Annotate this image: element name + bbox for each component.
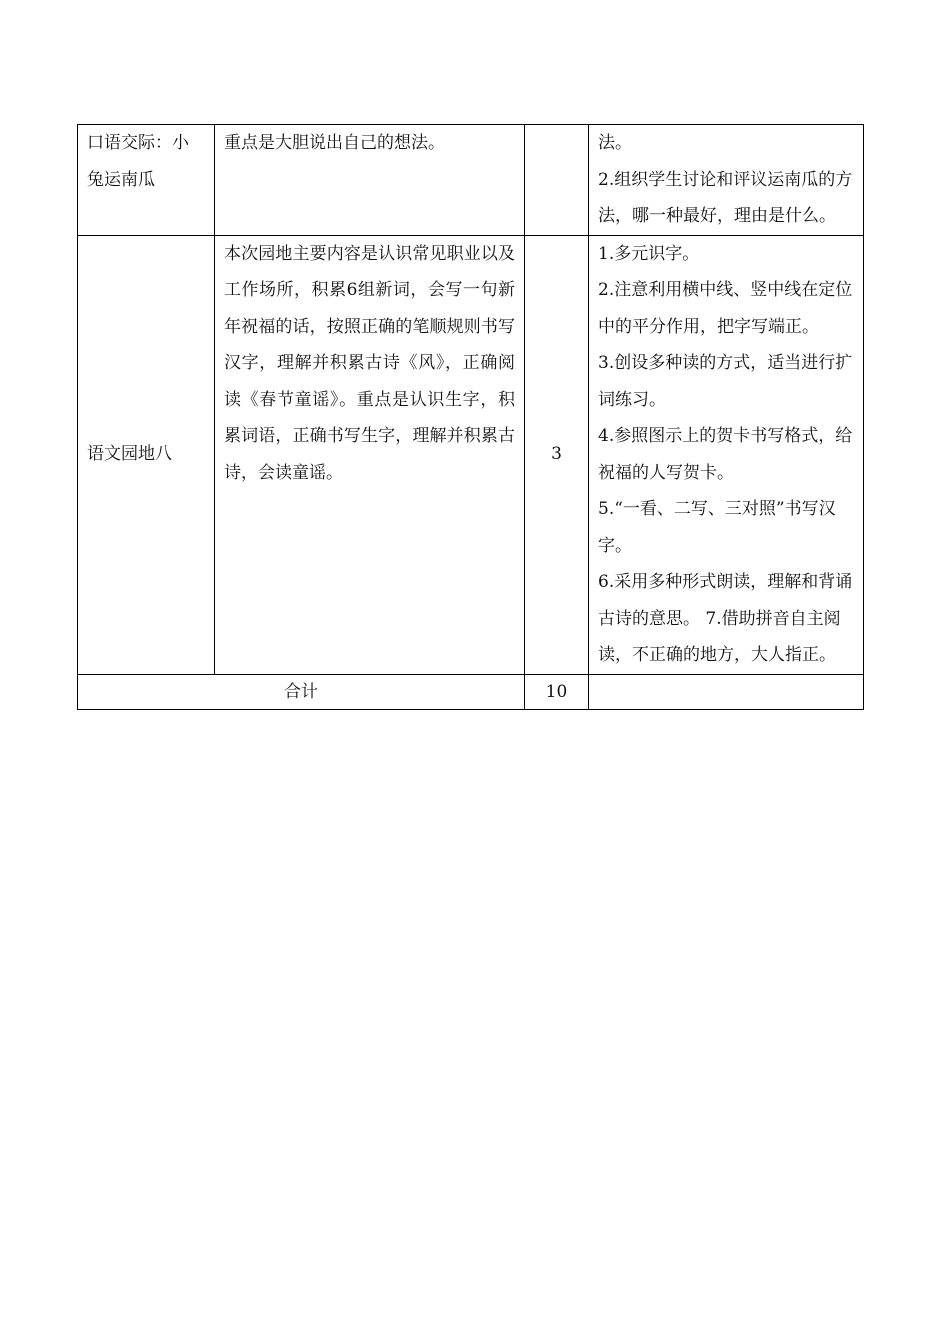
content-cell: 本次园地主要内容是认识常见职业以及工作场所，积累6组新词，会写一句新年祝福的话，按照正确的笔顺规则书写汉字，理解并积累古诗《风》，正确阅读《春节童谣》。重点是认识生字，积累词语，正确书写生字，理解并积累古诗，会读童谣。 (215, 235, 525, 674)
content-cell: 重点是大胆说出自己的想法。 (215, 125, 525, 236)
methods-cell (589, 235, 864, 674)
table-row (78, 125, 864, 236)
method-item: 1.多元识字。 (598, 243, 700, 264)
total-label: 合计 (78, 674, 525, 709)
topic-cell: 语文园地八 (78, 235, 215, 674)
methods-cell (589, 125, 864, 236)
lesson-plan-table (77, 124, 864, 710)
table-row (78, 235, 864, 674)
method-item: 4.参照图示上的贺卡书写格式，给祝福的人写贺卡。 (598, 426, 853, 483)
method-item: 3.创设多种读的方式，适当进行扩词练习。 (598, 353, 853, 410)
total-methods (589, 674, 864, 709)
total-row (78, 674, 864, 709)
total-hours: 10 (525, 674, 589, 709)
method-item: 2.组织学生讨论和评议运南瓜的方法，哪一种最好，理由是什么。 (598, 169, 853, 226)
method-item: 6.采用多种形式朗读，理解和背诵古诗的意思。 7.借助拼音自主阅读，不正确的地方，大人指正。 (598, 572, 853, 665)
method-item: 5.“一看、二写、三对照”书写汉字。 (598, 499, 836, 556)
method-item: 法。 (598, 133, 632, 153)
hours-cell: 3 (525, 235, 589, 674)
hours-cell (525, 125, 589, 236)
topic-cell: 口语交际：小兔运南瓜 (78, 125, 215, 236)
method-item: 2.注意利用横中线、竖中线在定位中的平分作用，把字写端正。 (598, 280, 853, 337)
